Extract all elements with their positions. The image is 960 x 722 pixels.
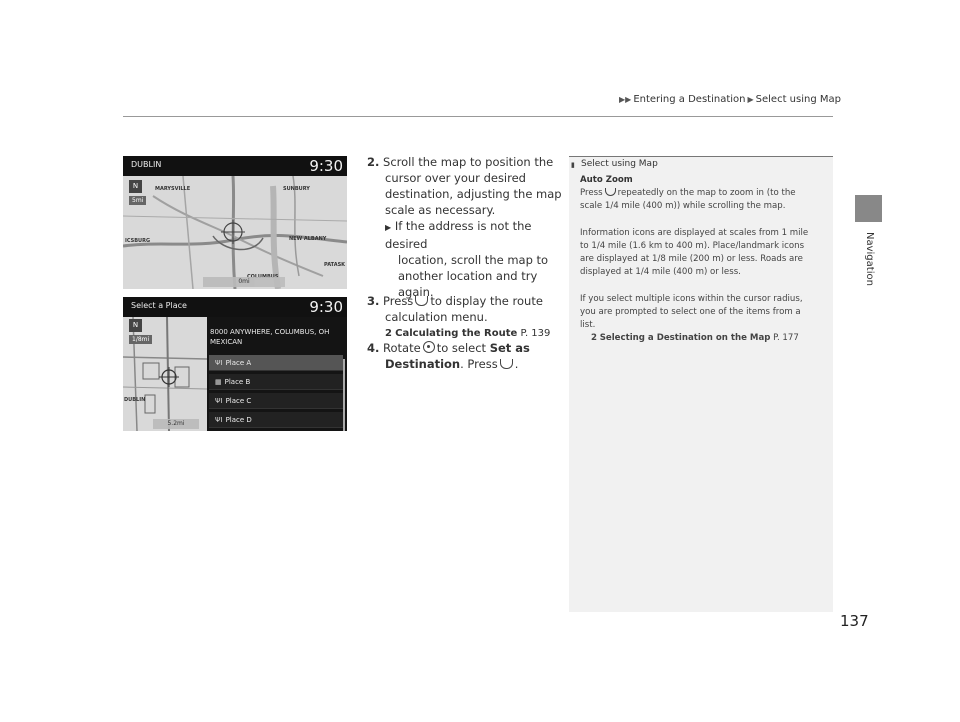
note-subheading: Auto Zoom [580, 175, 633, 185]
screen-title-bar [123, 297, 347, 317]
place-list-item[interactable]: ▦ Place B [209, 374, 343, 390]
list-scrollbar[interactable] [343, 359, 345, 431]
step-4: 4. Rotate to select Set as Destination. Press . [367, 341, 530, 371]
xref-link[interactable]: Selecting a Destination on the Map [599, 333, 771, 343]
note-paragraph: Information icons are displayed at scales from 1 mile to 1/4 mile (1.6 km to 400 m). Place/landmark icons are displayed at 1/8 mile (200 m) or less. Roads are displayed at 1/4 mile (400 m) or less. [580, 228, 809, 277]
place-list-panel [207, 317, 347, 431]
section-tab-marker [855, 195, 882, 222]
map-scale: 5mi [129, 196, 146, 205]
north-indicator-icon[interactable]: N [129, 319, 142, 332]
enter-button-icon [415, 296, 428, 306]
xref-icon: 2 [385, 328, 392, 339]
place-list-item[interactable]: ΨΙ Place C [209, 393, 343, 409]
restaurant-icon: ΨΙ [215, 397, 223, 405]
restaurant-icon: ΨΙ [215, 359, 223, 367]
note-paragraph: Press repeatedly on the map to zoom in (to the scale 1/4 mile (400 m)) while scrolling the map. [580, 188, 796, 211]
note-paragraph: If you select multiple icons within the cursor radius, you are prompted to select one of the items from a list. 2 Selecting a Destination on the Map P. 177 [580, 294, 803, 343]
step-2: 2. Scroll the map to position the cursor over your desired destination, adjusting the map scale as necessary. ▶ If the address is not the desired location, scroll the map to another location and try again. [367, 155, 562, 299]
map-label: DUBLIN [124, 397, 146, 403]
screen-select-place [123, 297, 347, 431]
breadcrumb [617, 94, 841, 105]
header-rule [123, 116, 833, 117]
step-3: 3. Press to display the route calculation menu. 2 Calculating the Route P. 139 [367, 294, 551, 339]
building-icon: ▦ [215, 378, 222, 386]
breadcrumb-item-2: Select using Map [755, 94, 841, 105]
page-number: 137 [840, 612, 869, 630]
chevron-right-icon: ▶▶ [619, 95, 632, 104]
map-label: ICSBURG [125, 238, 151, 244]
screen-clock: 9:30 [309, 157, 343, 175]
place-address: 8000 ANYWHERE, COLUMBUS, OH MEXICAN [210, 328, 330, 346]
map-label: PATASK [324, 262, 346, 268]
map-view [123, 176, 347, 289]
north-indicator-icon[interactable]: N [129, 180, 142, 193]
map-view [123, 317, 207, 431]
screen-title: DUBLIN [131, 160, 162, 169]
xref-link[interactable]: Calculating the Route [395, 328, 518, 339]
screen-title-bar [123, 156, 347, 176]
selector-knob-icon [423, 341, 435, 353]
map-bottom-bar: 5.2mi [153, 419, 199, 429]
xref-icon: 2 [591, 333, 597, 343]
sub-arrow-icon: ▶ [385, 223, 392, 232]
map-label: SUNBURY [283, 186, 310, 192]
screen-clock: 9:30 [309, 298, 343, 316]
chevron-right-icon: ▶ [747, 95, 754, 104]
map-roads [123, 176, 347, 289]
section-tab-label: Navigation [864, 232, 875, 286]
map-label: NEW ALBANY [289, 236, 327, 242]
enter-button-icon [500, 359, 513, 369]
note-marker-icon: ▮ [571, 161, 575, 169]
map-label: MARYSVILLE [155, 186, 191, 192]
screen-title: Select a Place [131, 301, 187, 310]
enter-button-icon [605, 188, 616, 196]
map-bottom-bar: 0mi [203, 277, 285, 287]
sidebar-note [569, 156, 833, 612]
place-list-item[interactable]: ΨΙ Place A [209, 355, 343, 371]
map-scale: 1/8mi [129, 335, 152, 344]
place-list-item[interactable]: ΨΙ Place D [209, 412, 343, 428]
breadcrumb-item-1: Entering a Destination [633, 94, 746, 105]
restaurant-icon: ΨΙ [215, 416, 223, 424]
note-heading: ▮ Select using Map [569, 156, 833, 171]
screen-map [123, 156, 347, 289]
